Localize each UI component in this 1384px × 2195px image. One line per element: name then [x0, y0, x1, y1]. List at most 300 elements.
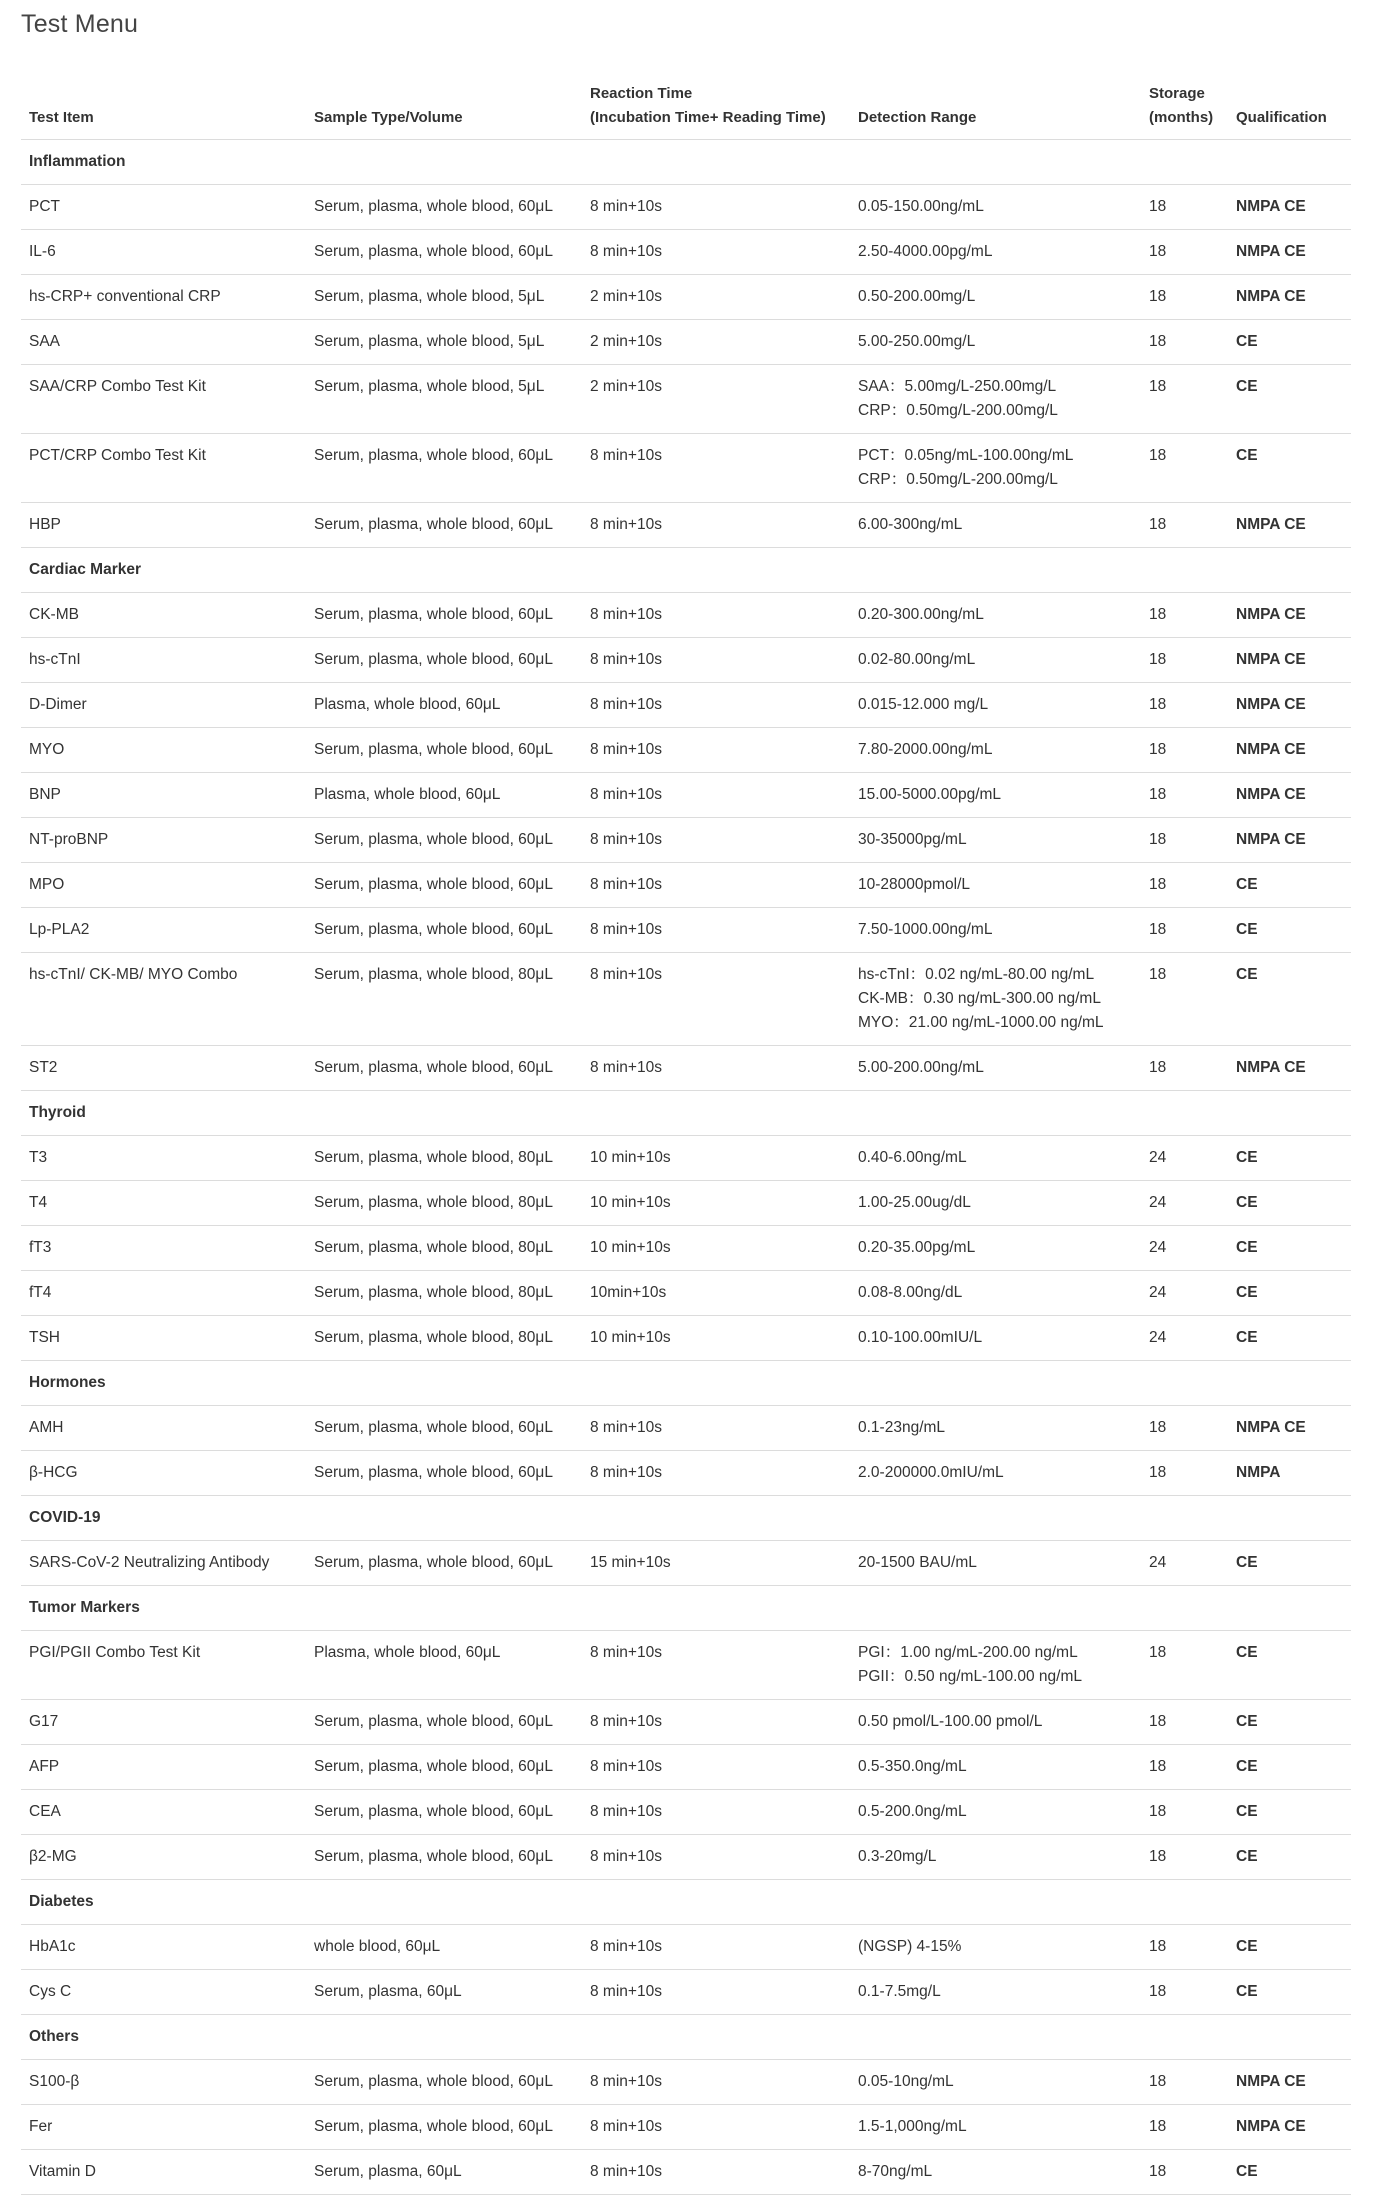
test-item-cell: HbA1c	[21, 1925, 306, 1970]
range-line: 10-28000pmol/L	[858, 876, 971, 893]
reaction-time-cell: 2 min+10s	[582, 365, 850, 434]
qualification-cell: CE	[1228, 1226, 1351, 1271]
detection-range-cell	[850, 683, 1141, 728]
category-empty-cell	[306, 548, 582, 593]
table-row	[21, 1790, 1351, 1835]
qualification-cell: NMPA CE	[1228, 683, 1351, 728]
detection-range-cell	[850, 818, 1141, 863]
header-reaction-time	[582, 82, 850, 140]
category-empty-cell	[850, 548, 1141, 593]
range-line: MYO：21.00 ng/mL-1000.00 ng/mL	[858, 1014, 1104, 1031]
qualification-cell: CE	[1228, 1316, 1351, 1361]
qualification-cell: CE	[1228, 1745, 1351, 1790]
range-line: 0.5-350.0ng/mL	[858, 1758, 967, 1775]
category-empty-cell	[1141, 1496, 1228, 1541]
table-row	[21, 818, 1351, 863]
reaction-time-cell: 8 min+10s	[582, 1970, 850, 2015]
category-empty-cell	[1141, 140, 1228, 185]
category-empty-cell	[582, 1586, 850, 1631]
category-empty-cell	[582, 2015, 850, 2060]
test-item-cell: CEA	[21, 1790, 306, 1835]
range-line: 2.0-200000.0mIU/mL	[858, 1464, 1004, 1481]
table-row	[21, 1745, 1351, 1790]
category-name: Hormones	[21, 1361, 306, 1406]
table-row	[21, 1835, 1351, 1880]
category-empty-cell	[850, 140, 1141, 185]
test-item-cell: MYO	[21, 728, 306, 773]
detection-range-cell	[850, 1406, 1141, 1451]
category-empty-cell	[1228, 1361, 1351, 1406]
category-empty-cell	[582, 1880, 850, 1925]
sample-cell: Serum, plasma, whole blood, 80μL	[306, 1226, 582, 1271]
reaction-time-cell: 10 min+10s	[582, 1316, 850, 1361]
storage-cell: 18	[1141, 2150, 1228, 2195]
qualification-cell: NMPA CE	[1228, 1046, 1351, 1091]
header-test-item-label: Test Item	[29, 109, 94, 126]
table-row	[21, 1925, 1351, 1970]
table-header-row	[21, 82, 1351, 140]
reaction-time-cell: 8 min+10s	[582, 908, 850, 953]
qualification-cell: NMPA CE	[1228, 230, 1351, 275]
storage-cell: 18	[1141, 1745, 1228, 1790]
storage-cell: 18	[1141, 365, 1228, 434]
sample-cell: Serum, plasma, whole blood, 5μL	[306, 320, 582, 365]
sample-cell: Serum, plasma, whole blood, 60μL	[306, 1046, 582, 1091]
reaction-time-cell: 8 min+10s	[582, 1451, 850, 1496]
detection-range-cell	[850, 1925, 1141, 1970]
range-line: 7.80-2000.00ng/mL	[858, 741, 993, 758]
detection-range-cell	[850, 1745, 1141, 1790]
storage-cell: 18	[1141, 953, 1228, 1046]
detection-range-cell	[850, 1835, 1141, 1880]
reaction-time-cell: 8 min+10s	[582, 953, 850, 1046]
header-storage-line1: Storage	[1149, 85, 1205, 102]
table-row	[21, 2105, 1351, 2150]
category-empty-cell	[850, 1880, 1141, 1925]
qualification-cell: CE	[1228, 863, 1351, 908]
category-name: COVID-19	[21, 1496, 306, 1541]
test-item-cell: BNP	[21, 773, 306, 818]
range-line: 15.00-5000.00pg/mL	[858, 786, 1002, 803]
category-row	[21, 1586, 1351, 1631]
table-row	[21, 1631, 1351, 1700]
category-row	[21, 1496, 1351, 1541]
test-item-cell: HBP	[21, 503, 306, 548]
table-row	[21, 1451, 1351, 1496]
test-menu-table	[21, 82, 1351, 2195]
category-empty-cell	[1228, 1880, 1351, 1925]
range-line: CRP：0.50mg/L-200.00mg/L	[858, 402, 1058, 419]
storage-cell: 18	[1141, 275, 1228, 320]
sample-cell: Serum, plasma, whole blood, 60μL	[306, 1790, 582, 1835]
range-line: 0.20-35.00pg/mL	[858, 1239, 976, 1256]
qualification-cell: CE	[1228, 1970, 1351, 2015]
table-body	[21, 140, 1351, 2195]
reaction-time-cell: 2 min+10s	[582, 275, 850, 320]
reaction-time-cell: 2 min+10s	[582, 320, 850, 365]
category-empty-cell	[582, 1361, 850, 1406]
reaction-time-cell: 10 min+10s	[582, 1226, 850, 1271]
reaction-time-cell: 8 min+10s	[582, 1790, 850, 1835]
table-row	[21, 230, 1351, 275]
category-empty-cell	[1228, 1496, 1351, 1541]
reaction-time-cell: 10 min+10s	[582, 1181, 850, 1226]
detection-range-cell	[850, 503, 1141, 548]
table-row	[21, 185, 1351, 230]
category-row	[21, 2015, 1351, 2060]
qualification-cell: NMPA CE	[1228, 185, 1351, 230]
storage-cell: 18	[1141, 1925, 1228, 1970]
range-line: 0.50-200.00mg/L	[858, 288, 976, 305]
table-row	[21, 1181, 1351, 1226]
category-empty-cell	[582, 1496, 850, 1541]
category-row	[21, 1880, 1351, 1925]
qualification-cell: CE	[1228, 1835, 1351, 1880]
reaction-time-cell: 8 min+10s	[582, 1406, 850, 1451]
category-empty-cell	[850, 2015, 1141, 2060]
table-row	[21, 1406, 1351, 1451]
qualification-cell: NMPA CE	[1228, 593, 1351, 638]
storage-cell: 18	[1141, 908, 1228, 953]
test-item-cell: S100-β	[21, 2060, 306, 2105]
table-row	[21, 365, 1351, 434]
sample-cell: Serum, plasma, whole blood, 80μL	[306, 1136, 582, 1181]
range-line: hs-cTnI：0.02 ng/mL-80.00 ng/mL	[858, 966, 1095, 983]
test-item-cell: hs-cTnI/ CK-MB/ MYO Combo	[21, 953, 306, 1046]
reaction-time-cell: 8 min+10s	[582, 2060, 850, 2105]
reaction-time-cell: 8 min+10s	[582, 2105, 850, 2150]
range-line: 20-1500 BAU/mL	[858, 1554, 977, 1571]
sample-cell: Serum, plasma, whole blood, 60μL	[306, 1835, 582, 1880]
storage-cell: 18	[1141, 434, 1228, 503]
table-row	[21, 1046, 1351, 1091]
reaction-time-cell: 8 min+10s	[582, 1835, 850, 1880]
range-line: 0.3-20mg/L	[858, 1848, 937, 1865]
sample-cell: Serum, plasma, whole blood, 60μL	[306, 1700, 582, 1745]
category-name: Inflammation	[21, 140, 306, 185]
detection-range-cell	[850, 434, 1141, 503]
test-item-cell: Lp-PLA2	[21, 908, 306, 953]
detection-range-cell	[850, 1631, 1141, 1700]
category-name: Tumor Markers	[21, 1586, 306, 1631]
category-empty-cell	[582, 140, 850, 185]
reaction-time-cell: 8 min+10s	[582, 818, 850, 863]
sample-cell: Serum, plasma, whole blood, 80μL	[306, 1181, 582, 1226]
sample-cell: Serum, plasma, whole blood, 60μL	[306, 908, 582, 953]
range-line: CRP：0.50mg/L-200.00mg/L	[858, 471, 1058, 488]
sample-cell: Serum, plasma, whole blood, 60μL	[306, 230, 582, 275]
detection-range-cell	[850, 1790, 1141, 1835]
test-item-cell: SAA	[21, 320, 306, 365]
detection-range-cell	[850, 1700, 1141, 1745]
reaction-time-cell: 8 min+10s	[582, 638, 850, 683]
qualification-cell: NMPA CE	[1228, 818, 1351, 863]
category-name: Thyroid	[21, 1091, 306, 1136]
detection-range-cell	[850, 1271, 1141, 1316]
storage-cell: 18	[1141, 1835, 1228, 1880]
detection-range-cell	[850, 320, 1141, 365]
range-line: 0.1-23ng/mL	[858, 1419, 946, 1436]
table-row	[21, 1271, 1351, 1316]
reaction-time-cell: 8 min+10s	[582, 185, 850, 230]
category-empty-cell	[1141, 548, 1228, 593]
test-item-cell: D-Dimer	[21, 683, 306, 728]
test-item-cell: T3	[21, 1136, 306, 1181]
sample-cell: Serum, plasma, whole blood, 80μL	[306, 953, 582, 1046]
table-row	[21, 683, 1351, 728]
qualification-cell: CE	[1228, 365, 1351, 434]
range-line: 0.08-8.00ng/dL	[858, 1284, 963, 1301]
range-line: 1.5-1,000ng/mL	[858, 2118, 967, 2135]
qualification-cell: CE	[1228, 434, 1351, 503]
range-line: 0.015-12.000 mg/L	[858, 696, 989, 713]
reaction-time-cell: 15 min+10s	[582, 1541, 850, 1586]
storage-cell: 18	[1141, 728, 1228, 773]
sample-cell: Serum, plasma, whole blood, 60μL	[306, 434, 582, 503]
reaction-time-cell: 8 min+10s	[582, 1700, 850, 1745]
header-qualification	[1228, 82, 1351, 140]
test-item-cell: AMH	[21, 1406, 306, 1451]
storage-cell: 18	[1141, 1631, 1228, 1700]
category-empty-cell	[306, 1586, 582, 1631]
detection-range-cell	[850, 185, 1141, 230]
storage-cell: 18	[1141, 863, 1228, 908]
category-empty-cell	[1228, 548, 1351, 593]
qualification-cell: CE	[1228, 908, 1351, 953]
storage-cell: 18	[1141, 1046, 1228, 1091]
test-item-cell: SAA/CRP Combo Test Kit	[21, 365, 306, 434]
detection-range-cell	[850, 2150, 1141, 2195]
test-item-cell: SARS-CoV-2 Neutralizing Antibody	[21, 1541, 306, 1586]
category-empty-cell	[1228, 1091, 1351, 1136]
test-item-cell: NT-proBNP	[21, 818, 306, 863]
table-row	[21, 1970, 1351, 2015]
sample-cell: Serum, plasma, whole blood, 60μL	[306, 503, 582, 548]
sample-cell: Serum, plasma, whole blood, 5μL	[306, 275, 582, 320]
qualification-cell: NMPA CE	[1228, 728, 1351, 773]
reaction-time-cell: 8 min+10s	[582, 728, 850, 773]
sample-cell: Serum, plasma, whole blood, 60μL	[306, 863, 582, 908]
table-row	[21, 2060, 1351, 2105]
table-row	[21, 1136, 1351, 1181]
test-item-cell: β-HCG	[21, 1451, 306, 1496]
reaction-time-cell: 8 min+10s	[582, 1046, 850, 1091]
qualification-cell: NMPA	[1228, 1451, 1351, 1496]
category-empty-cell	[306, 140, 582, 185]
detection-range-cell	[850, 275, 1141, 320]
category-empty-cell	[1228, 2015, 1351, 2060]
category-empty-cell	[582, 548, 850, 593]
storage-cell: 18	[1141, 818, 1228, 863]
detection-range-cell	[850, 1181, 1141, 1226]
test-item-cell: hs-cTnI	[21, 638, 306, 683]
detection-range-cell	[850, 2060, 1141, 2105]
test-item-cell: fT3	[21, 1226, 306, 1271]
range-line: 1.00-25.00ug/dL	[858, 1194, 971, 1211]
test-item-cell: Fer	[21, 2105, 306, 2150]
test-item-cell: Cys C	[21, 1970, 306, 2015]
storage-cell: 18	[1141, 1700, 1228, 1745]
category-empty-cell	[306, 2015, 582, 2060]
sample-cell: Serum, plasma, 60μL	[306, 2150, 582, 2195]
sample-cell: Serum, plasma, whole blood, 60μL	[306, 638, 582, 683]
range-line: 5.00-250.00mg/L	[858, 333, 976, 350]
table-row	[21, 593, 1351, 638]
qualification-cell: NMPA CE	[1228, 773, 1351, 818]
category-row	[21, 1361, 1351, 1406]
detection-range-cell	[850, 1136, 1141, 1181]
qualification-cell: NMPA CE	[1228, 2105, 1351, 2150]
sample-cell: Plasma, whole blood, 60μL	[306, 1631, 582, 1700]
detection-range-cell	[850, 908, 1141, 953]
test-item-cell: hs-CRP+ conventional CRP	[21, 275, 306, 320]
reaction-time-cell: 8 min+10s	[582, 230, 850, 275]
category-empty-cell	[306, 1091, 582, 1136]
category-name: Cardiac Marker	[21, 548, 306, 593]
header-storage	[1141, 82, 1228, 140]
range-line: 0.40-6.00ng/mL	[858, 1149, 967, 1166]
category-row	[21, 548, 1351, 593]
range-line: 8-70ng/mL	[858, 2163, 933, 2180]
storage-cell: 18	[1141, 683, 1228, 728]
table-row	[21, 275, 1351, 320]
table-row	[21, 320, 1351, 365]
sample-cell: Serum, plasma, whole blood, 60μL	[306, 818, 582, 863]
reaction-time-cell: 8 min+10s	[582, 773, 850, 818]
detection-range-cell	[850, 953, 1141, 1046]
test-item-cell: AFP	[21, 1745, 306, 1790]
storage-cell: 18	[1141, 2060, 1228, 2105]
test-item-cell: fT4	[21, 1271, 306, 1316]
sample-cell: Serum, plasma, whole blood, 60μL	[306, 1406, 582, 1451]
sample-cell: Serum, plasma, whole blood, 60μL	[306, 593, 582, 638]
detection-range-cell	[850, 1541, 1141, 1586]
reaction-time-cell: 10 min+10s	[582, 1136, 850, 1181]
table-row	[21, 2150, 1351, 2195]
category-empty-cell	[1141, 2015, 1228, 2060]
category-empty-cell	[1228, 140, 1351, 185]
qualification-cell: CE	[1228, 1700, 1351, 1745]
qualification-cell: NMPA CE	[1228, 503, 1351, 548]
table-row	[21, 503, 1351, 548]
range-line: SAA：5.00mg/L-250.00mg/L	[858, 378, 1057, 395]
range-line: 5.00-200.00ng/mL	[858, 1059, 984, 1076]
range-line: 0.05-10ng/mL	[858, 2073, 954, 2090]
detection-range-cell	[850, 1046, 1141, 1091]
test-item-cell: ST2	[21, 1046, 306, 1091]
storage-cell: 18	[1141, 593, 1228, 638]
qualification-cell: NMPA CE	[1228, 1406, 1351, 1451]
qualification-cell: CE	[1228, 1790, 1351, 1835]
test-item-cell: TSH	[21, 1316, 306, 1361]
test-item-cell: CK-MB	[21, 593, 306, 638]
category-row	[21, 140, 1351, 185]
range-line: 30-35000pg/mL	[858, 831, 967, 848]
qualification-cell: CE	[1228, 1925, 1351, 1970]
header-range-label: Detection Range	[858, 109, 977, 126]
header-storage-line2: (months)	[1149, 109, 1214, 126]
storage-cell: 18	[1141, 320, 1228, 365]
header-sample-label: Sample Type/Volume	[314, 109, 463, 126]
category-name: Diabetes	[21, 1880, 306, 1925]
storage-cell: 18	[1141, 1451, 1228, 1496]
storage-cell: 18	[1141, 1790, 1228, 1835]
table-row	[21, 638, 1351, 683]
qualification-cell: CE	[1228, 1271, 1351, 1316]
category-empty-cell	[1141, 1091, 1228, 1136]
qualification-cell: CE	[1228, 2150, 1351, 2195]
category-empty-cell	[850, 1091, 1141, 1136]
storage-cell: 18	[1141, 230, 1228, 275]
detection-range-cell	[850, 1451, 1141, 1496]
sample-cell: Serum, plasma, whole blood, 60μL	[306, 2060, 582, 2105]
qualification-cell: CE	[1228, 320, 1351, 365]
range-line: PGI：1.00 ng/mL-200.00 ng/mL	[858, 1644, 1078, 1661]
storage-cell: 18	[1141, 185, 1228, 230]
category-empty-cell	[1141, 1361, 1228, 1406]
storage-cell: 18	[1141, 1406, 1228, 1451]
range-line: 0.50 pmol/L-100.00 pmol/L	[858, 1713, 1043, 1730]
table-row	[21, 728, 1351, 773]
range-line: PGII：0.50 ng/mL-100.00 ng/mL	[858, 1668, 1083, 1685]
table-row	[21, 1316, 1351, 1361]
detection-range-cell	[850, 638, 1141, 683]
table-row	[21, 1226, 1351, 1271]
sample-cell: Serum, plasma, whole blood, 60μL	[306, 1451, 582, 1496]
header-qualification-label: Qualification	[1236, 109, 1327, 126]
category-empty-cell	[1141, 1586, 1228, 1631]
test-item-cell: PCT/CRP Combo Test Kit	[21, 434, 306, 503]
table-row	[21, 1700, 1351, 1745]
header-reaction-line1: Reaction Time	[590, 85, 693, 102]
category-empty-cell	[850, 1361, 1141, 1406]
range-line: 0.5-200.0ng/mL	[858, 1803, 967, 1820]
range-line: PCT：0.05ng/mL-100.00ng/mL	[858, 447, 1074, 464]
sample-cell: Plasma, whole blood, 60μL	[306, 683, 582, 728]
header-reaction-line2: (Incubation Time+ Reading Time)	[590, 109, 826, 126]
storage-cell: 24	[1141, 1181, 1228, 1226]
page-title: Test Menu	[21, 10, 139, 38]
range-line: 0.02-80.00ng/mL	[858, 651, 976, 668]
detection-range-cell	[850, 593, 1141, 638]
category-empty-cell	[306, 1880, 582, 1925]
sample-cell: Serum, plasma, whole blood, 60μL	[306, 185, 582, 230]
storage-cell: 18	[1141, 503, 1228, 548]
reaction-time-cell: 8 min+10s	[582, 503, 850, 548]
range-line: 6.00-300ng/mL	[858, 516, 963, 533]
qualification-cell: CE	[1228, 1631, 1351, 1700]
test-item-cell: IL-6	[21, 230, 306, 275]
detection-range-cell	[850, 728, 1141, 773]
test-item-cell: PGI/PGII Combo Test Kit	[21, 1631, 306, 1700]
detection-range-cell	[850, 230, 1141, 275]
detection-range-cell	[850, 1316, 1141, 1361]
sample-cell: Plasma, whole blood, 60μL	[306, 773, 582, 818]
qualification-cell: CE	[1228, 1541, 1351, 1586]
qualification-cell: CE	[1228, 1181, 1351, 1226]
reaction-time-cell: 10min+10s	[582, 1271, 850, 1316]
category-empty-cell	[1228, 1586, 1351, 1631]
qualification-cell: NMPA CE	[1228, 638, 1351, 683]
category-empty-cell	[306, 1361, 582, 1406]
range-line: 0.20-300.00ng/mL	[858, 606, 984, 623]
storage-cell: 24	[1141, 1136, 1228, 1181]
sample-cell: Serum, plasma, whole blood, 60μL	[306, 2105, 582, 2150]
header-detection-range	[850, 82, 1141, 140]
range-line: 0.1-7.5mg/L	[858, 1983, 941, 2000]
storage-cell: 18	[1141, 638, 1228, 683]
range-line: 0.05-150.00ng/mL	[858, 198, 984, 215]
